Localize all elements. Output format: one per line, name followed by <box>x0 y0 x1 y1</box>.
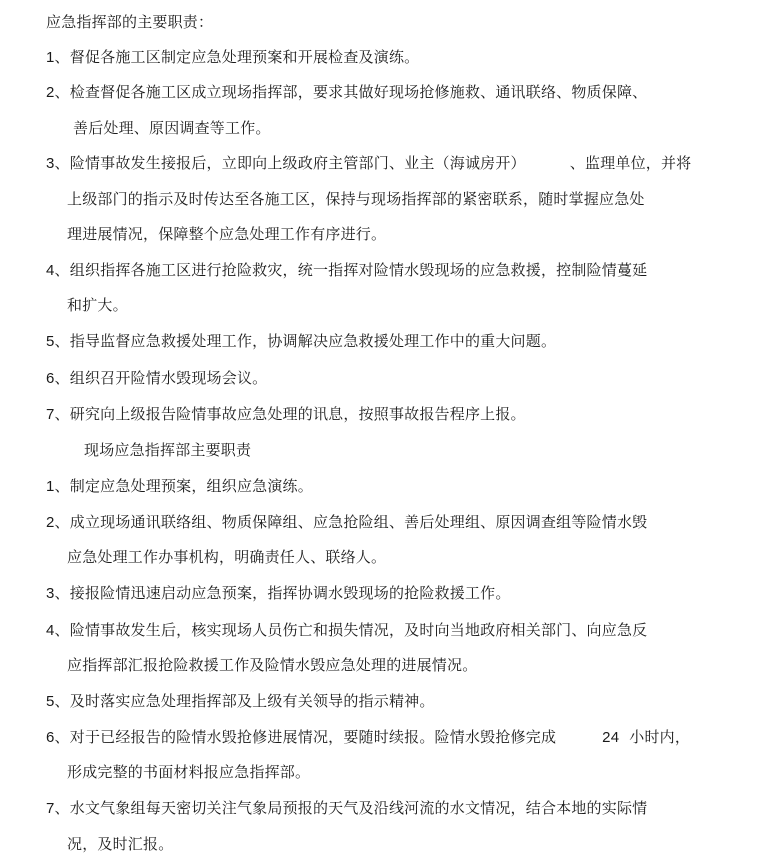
section2-item-3 <box>46 583 511 604</box>
section1-item-4 <box>46 260 647 281</box>
item-number: 3、 <box>46 155 70 172</box>
item-number: 7、 <box>46 800 70 817</box>
section2-item-7 <box>46 798 647 819</box>
item-text: 组织召开险情水毁现场会议。 <box>69 369 268 387</box>
section1-item-7 <box>46 404 526 425</box>
item-text: 小时内， <box>629 728 691 746</box>
item-number: 4、 <box>46 622 70 639</box>
item-text: 检查督促各施工区成立现场指挥部，要求其做好现场抢修施救、通讯联络、物质保障、 <box>69 83 648 101</box>
item-text: 对于已经报告的险情水毁抢修进展情况，要随时续报。险情水毁抢修完成 <box>69 728 557 746</box>
section2-item-5 <box>46 691 435 712</box>
section2-item-2 <box>46 512 647 533</box>
section1-item-3-cont: 上级部门的指示及时传达至各施工区，保持与现场指挥部的紧密联系，随时掌握应急处 <box>67 190 645 208</box>
item-number: 2、 <box>46 514 70 531</box>
item-text: 组织指挥各施工区进行抢险救灾，统一指挥对险情水毁现场的应急救援，控制险情蔓延 <box>69 261 648 279</box>
section2-item-4 <box>46 620 647 641</box>
section1-item-1 <box>46 47 419 68</box>
section1-title: 应急指挥部的主要职责： <box>46 13 214 31</box>
section1-item-3 <box>46 153 691 174</box>
section1-item-4-cont: 和扩大。 <box>67 296 128 314</box>
item-number: 6、 <box>46 370 70 387</box>
section2-item-2-cont: 应急处理工作办事机构，明确责任人、联络人。 <box>67 548 387 566</box>
section2-title: 现场应急指挥部主要职责 <box>84 441 252 459</box>
section1-item-5 <box>46 331 556 352</box>
item-text: 水文气象组每天密切关注气象局预报的天气及沿线河流的水文情况，结合本地的实际情 <box>69 799 648 817</box>
item-text: 指导监督应急救援处理工作，协调解决应急救援处理工作中的重大问题。 <box>69 332 557 350</box>
item-text: 研究向上级报告险情事故应急处理的讯息，按照事故报告程序上报。 <box>69 405 526 423</box>
item-text: 险情事故发生后，核实现场人员伤亡和损失情况，及时向当地政府相关部门、向应急反 <box>69 621 648 639</box>
section2-item-4-cont: 应指挥部汇报抢险救援工作及险情水毁应急处理的进展情况。 <box>67 656 478 674</box>
item-text: 、监理单位，并将 <box>569 154 692 172</box>
section1-item-2-cont: 善后处理、原因调查等工作。 <box>73 119 271 137</box>
section1-item-6 <box>46 368 267 389</box>
item-number: 7、 <box>46 406 70 423</box>
item-number: 6、 <box>46 729 70 746</box>
section1-item-2 <box>46 82 647 103</box>
hours-number: 24 <box>602 729 620 746</box>
item-number: 5、 <box>46 333 70 350</box>
item-text: 及时落实应急处理指挥部及上级有关领导的指示精神。 <box>69 692 435 710</box>
item-text: 制定应急处理预案，组织应急演练。 <box>69 477 313 495</box>
item-number: 3、 <box>46 585 70 602</box>
item-text: 督促各施工区制定应急处理预案和开展检查及演练。 <box>69 48 420 66</box>
item-number: 4、 <box>46 262 70 279</box>
section2-item-6 <box>46 727 690 748</box>
section1-item-3-cont: 理进展情况，保障整个应急处理工作有序进行。 <box>67 225 387 243</box>
item-number: 5、 <box>46 693 70 710</box>
item-text: 险情事故发生接报后，立即向上级政府主管部门、业主（海诚房开） <box>69 154 526 172</box>
item-number: 2、 <box>46 84 70 101</box>
item-number: 1、 <box>46 478 70 495</box>
section2-item-6-cont: 形成完整的书面材料报应急指挥部。 <box>67 763 311 781</box>
item-text: 接报险情迅速启动应急预案，指挥协调水毁现场的抢险救援工作。 <box>69 584 511 602</box>
section2-item-1 <box>46 476 313 497</box>
item-number: 1、 <box>46 49 70 66</box>
item-text: 成立现场通讯联络组、物质保障组、应急抢险组、善后处理组、原因调查组等险情水毁 <box>69 513 648 531</box>
section2-item-7-cont: 况，及时汇报。 <box>67 835 174 853</box>
